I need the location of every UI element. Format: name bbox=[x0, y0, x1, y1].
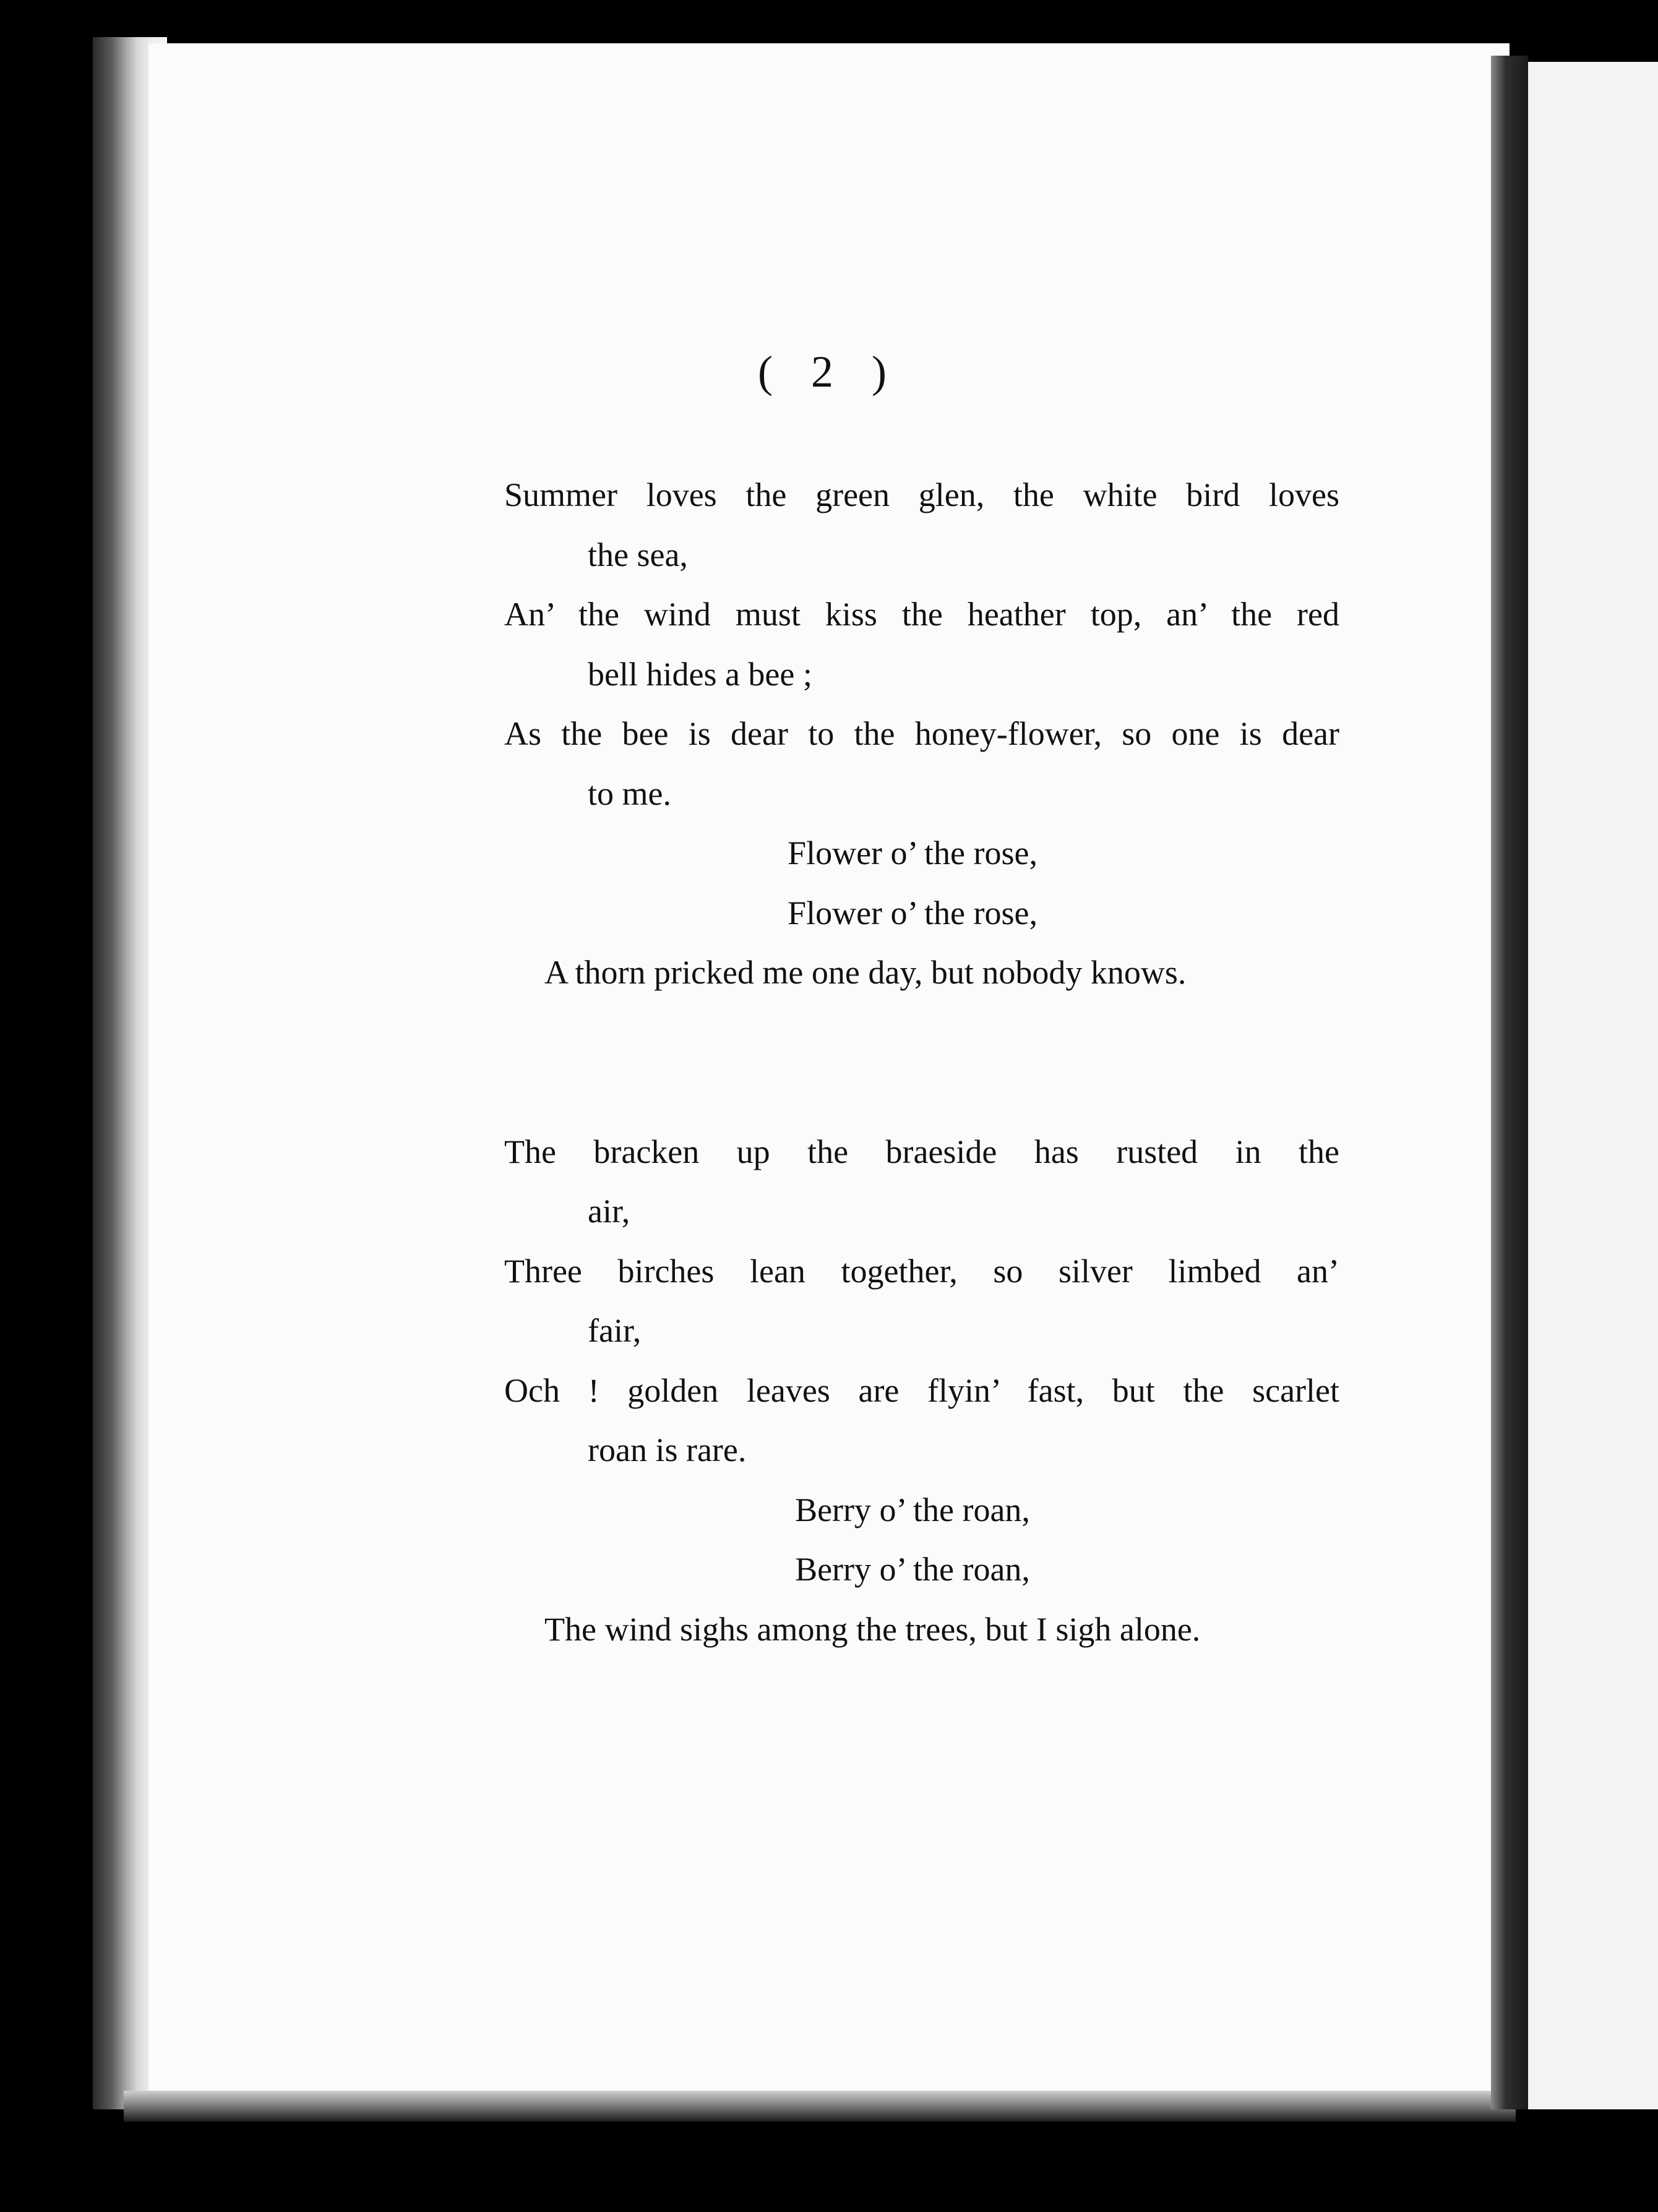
page-number: ( 2 ) bbox=[758, 347, 900, 397]
stanza bbox=[504, 1122, 1339, 1660]
poem-line-continuation: roan is rare. bbox=[588, 1431, 747, 1468]
page-bottom-shadow bbox=[124, 2091, 1516, 2122]
poem-line-continuation: fair, bbox=[588, 1312, 642, 1349]
poem-line-continuation: the sea, bbox=[588, 536, 688, 573]
refrain-line: Berry o’ the roan, bbox=[795, 1491, 1030, 1528]
poem-line: Three birches lean together, so silver limbed an’ bbox=[504, 1252, 1339, 1290]
poem-line: The bracken up the braeside has rusted in the bbox=[504, 1133, 1339, 1170]
poem-line-continuation: bell hides a bee ; bbox=[588, 655, 812, 693]
poem-line: Summer loves the green glen, the white bird loves bbox=[504, 476, 1339, 513]
poem-line-continuation: air, bbox=[588, 1193, 630, 1230]
refrain-line: Flower o’ the rose, bbox=[788, 894, 1037, 932]
poem-line: As the bee is dear to the honey-flower, so one is dear bbox=[504, 715, 1339, 752]
refrain-line: Flower o’ the rose, bbox=[788, 834, 1037, 872]
closing-line: The wind sighs among the trees, but I sigh alone. bbox=[544, 1610, 1201, 1648]
closing-line: A thorn pricked me one day, but nobody knows. bbox=[544, 954, 1187, 991]
poem-line: Och ! golden leaves are flyin’ fast, but the scarlet bbox=[504, 1371, 1339, 1409]
refrain-line: Berry o’ the roan, bbox=[795, 1551, 1030, 1588]
poem-line: An’ the wind must kiss the heather top, an’ the red bbox=[504, 596, 1339, 633]
poem bbox=[504, 465, 1339, 1659]
stanza bbox=[504, 465, 1339, 1003]
poem-line-continuation: to me. bbox=[588, 774, 671, 812]
